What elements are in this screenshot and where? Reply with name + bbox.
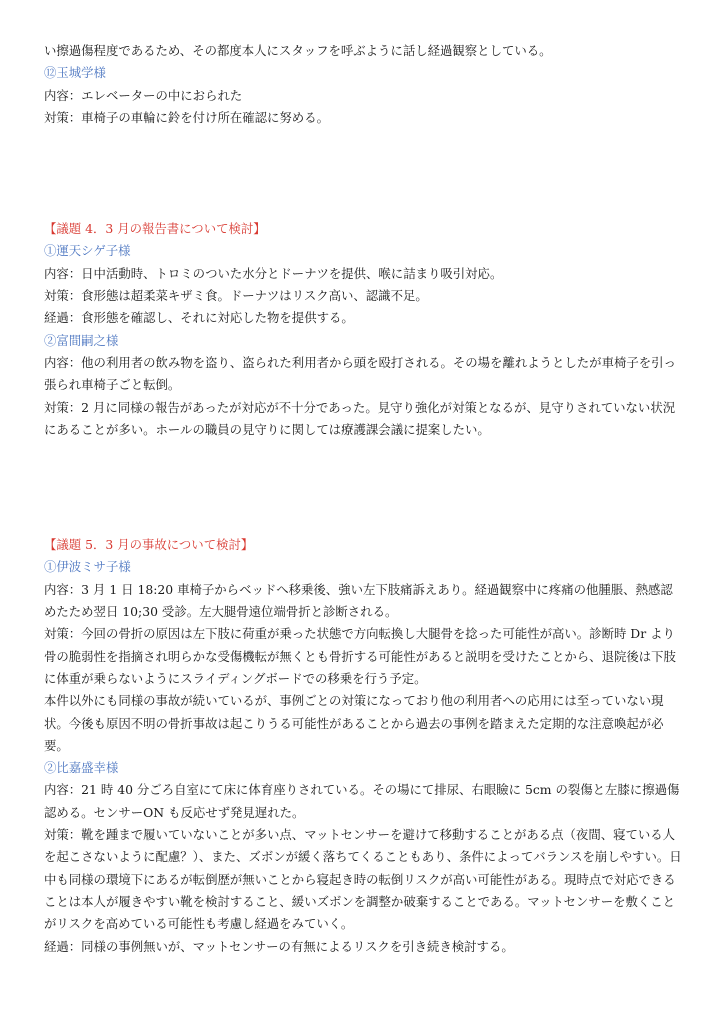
agenda-heading: 【議題 5．3 月の事故について検討】 xyxy=(44,537,254,553)
person-name: ②比嘉盛幸様 xyxy=(44,760,119,776)
entry-line: 対策：今回の骨折の原因は左下肢に荷重が乗った状態で方向転換し大腿骨を捻った可能性が高い。診断時 Dr より骨の脆弱性を指摘され明らかな受傷機転が無くとも骨折する可能性があると説明を受けたことから、退院後は下肢に体重が乗らないようにスライディングボードでの移乗を行う予定。 xyxy=(44,626,676,686)
entry-line: 対策：靴を踵まで履いていないことが多い点、マットセンサーを避けて移動することがある点（夜間、寝ている人を起こさないように配慮？）、また、ズボンが緩く落ちてくることもあり、条件によってバランスを崩しやすい。日中も同様の環境下にあるが転倒歴が無いことから寝起き時の転倒リスクが高い可能性がある。現時点で対応できることは本人が履きやすい靴を検討すること、緩いズボンを調整か破棄することである。マットセンサーを敷くことがリスクを高めている可能性も考慮し経過をみていく。 xyxy=(44,827,682,932)
entry-line: 対策：食形態は超柔菜キザミ食。ドーナツはリスク高い、認識不足。 xyxy=(44,288,428,304)
content-text: 内容：エレベーターの中におられた xyxy=(44,87,243,103)
continuation-text: い擦過傷程度であるため、その都度本人にスタッフを呼ぶように話し経過観察としている。 xyxy=(44,43,552,58)
entry-line: 内容：他の利用者の飲み物を盗り、盗られた利用者から頭を殴打される。その場を離れようとしたが車椅子を引っ張られ車椅子ごと転倒。 xyxy=(44,354,676,393)
person-name: ⑫玉城学様 xyxy=(44,65,106,81)
entry-line: 経過：同様の事例無いが、マットセンサーの有無によるリスクを引き続き検討する。 xyxy=(44,938,514,954)
entry-line: 内容：日中活動時、トロミのついた水分とドーナツを提供、喉に詰まり吸引対応。 xyxy=(44,265,503,281)
agenda5-section xyxy=(44,534,684,958)
person-name: ②富間嗣之様 xyxy=(44,332,119,348)
measure-text: 対策：車椅子の車輪に鈴を付け所在確認に努める。 xyxy=(44,109,329,125)
entry-line: 内容：21 時 40 分ごろ自室にて床に体育座りされている。その場にて排尿、右眼瞼に 5cm の裂傷と左膝に擦過傷認める。センサーON も反応せず発見遅れた。 xyxy=(44,782,680,820)
person-name: ①運天シゲ子様 xyxy=(44,243,131,259)
person-name: ①伊波ミサ子様 xyxy=(44,559,131,575)
entry-line: 対策：2 月に同様の報告があったが対応が不十分であった。見守り強化が対策となるが、見守りされていない状況にあることが多い。ホールの職員の見守りに関しては療護課会議に提案したい。 xyxy=(44,399,676,437)
entry-line: 経過：食形態を確認し、それに対応した物を提供する。 xyxy=(44,310,354,326)
entry-line: 内容：3 月 1 日 18:20 車椅子からベッドへ移乗後、強い左下肢痛訴えあり。経過観察中に疼痛の他腫脹、熱感認めたため翌日 10;30 受診。左大腿骨遠位端骨折と診断される。 xyxy=(44,581,673,620)
blank-space xyxy=(44,129,684,218)
agenda-heading: 【議題 4．3 月の報告書について検討】 xyxy=(44,221,266,237)
document-page xyxy=(44,40,684,958)
entry-line: 本件以外にも同様の事故が続いているが、事例ごとの対策になっており他の利用者への応用には至っていない現状。今後も原因不明の骨折事故は起こりうる可能性があることから過去の事例を踏まえた定期的な注意喚起が必要。 xyxy=(44,693,664,753)
blank-space xyxy=(44,441,684,534)
intro-section xyxy=(44,40,684,129)
agenda4-section xyxy=(44,218,684,441)
